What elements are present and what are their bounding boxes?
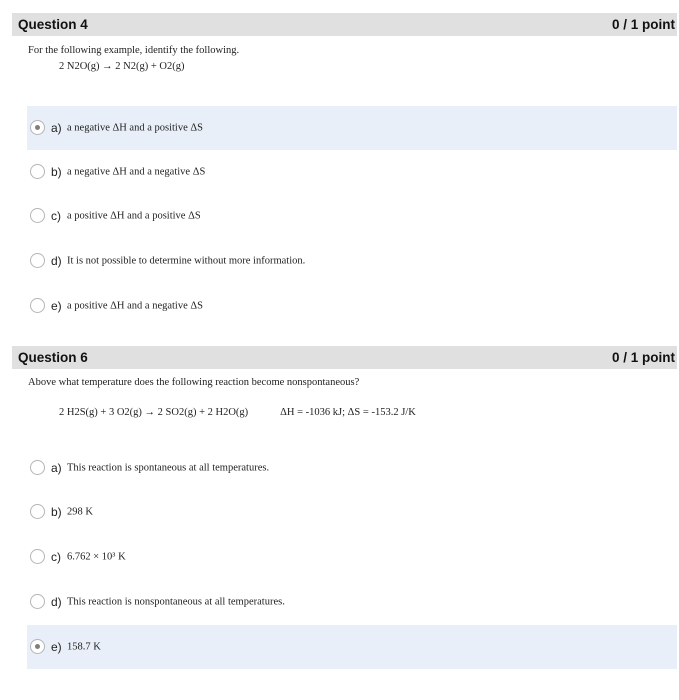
question-6-thermo-values: ΔH = -1036 kJ; ΔS = -153.2 J/K — [280, 407, 416, 418]
question-4-equation: 2 N2O(g) → 2 N2(g) + O2(g) — [59, 61, 185, 72]
radio-icon[interactable] — [30, 549, 45, 564]
option-letter: b) — [51, 165, 62, 179]
radio-icon[interactable] — [30, 164, 45, 179]
question-6-score: 0 / 1 point — [611, 350, 675, 365]
option-text: It is not possible to determine without more information. — [67, 255, 306, 267]
question-6-equation: 2 H2S(g) + 3 O2(g) → 2 SO2(g) + 2 H2O(g) — [59, 407, 249, 418]
option-text: 6.762 × 10³ K — [67, 551, 126, 563]
option-text: This reaction is nonspontaneous at all temperatures. — [67, 596, 285, 608]
question-4-title: Question 4 — [18, 17, 88, 32]
question-4-prompt: For the following example, identify the following. — [28, 45, 240, 56]
q6-option-a[interactable] — [27, 446, 677, 490]
option-letter: d) — [51, 254, 62, 268]
option-text: This reaction is spontaneous at all temperatures. — [67, 462, 270, 474]
option-text: 298 K — [67, 506, 93, 518]
option-letter: e) — [51, 640, 62, 654]
option-letter: c) — [51, 209, 61, 223]
radio-selected-icon[interactable] — [30, 120, 45, 135]
radio-icon[interactable] — [30, 253, 45, 268]
radio-icon[interactable] — [30, 504, 45, 519]
option-text: a positive ΔH and a negative ΔS — [67, 300, 203, 312]
option-letter: e) — [51, 299, 62, 313]
option-text: a negative ΔH and a negative ΔS — [67, 166, 206, 178]
q4-option-c[interactable] — [27, 194, 677, 238]
q4-option-b[interactable] — [27, 150, 677, 194]
q6-option-d[interactable] — [27, 580, 677, 624]
question-4-header — [12, 13, 677, 36]
option-text: a negative ΔH and a positive ΔS — [67, 122, 203, 134]
radio-icon[interactable] — [30, 208, 45, 223]
option-letter: b) — [51, 505, 62, 519]
radio-icon[interactable] — [30, 298, 45, 313]
question-6-prompt: Above what temperature does the following reaction become nonspontaneous? — [28, 377, 360, 388]
radio-icon[interactable] — [30, 594, 45, 609]
option-letter: d) — [51, 595, 62, 609]
question-4-score: 0 / 1 point — [611, 17, 675, 32]
q6-option-c[interactable] — [27, 535, 677, 579]
question-6-equation-row — [59, 407, 416, 418]
radio-icon[interactable] — [30, 460, 45, 475]
q4-option-a[interactable] — [27, 106, 677, 150]
option-text: 158.7 K — [67, 641, 101, 653]
q6-option-b[interactable] — [27, 490, 677, 534]
q6-option-e[interactable] — [27, 625, 677, 669]
q4-option-d[interactable] — [27, 239, 677, 283]
option-letter: a) — [51, 121, 62, 135]
option-text: a positive ΔH and a positive ΔS — [67, 210, 201, 222]
question-6-header — [12, 346, 677, 369]
question-6-title: Question 6 — [18, 350, 88, 365]
radio-selected-icon[interactable] — [30, 639, 45, 654]
option-letter: c) — [51, 550, 61, 564]
option-letter: a) — [51, 461, 62, 475]
q4-option-e[interactable] — [27, 284, 677, 328]
